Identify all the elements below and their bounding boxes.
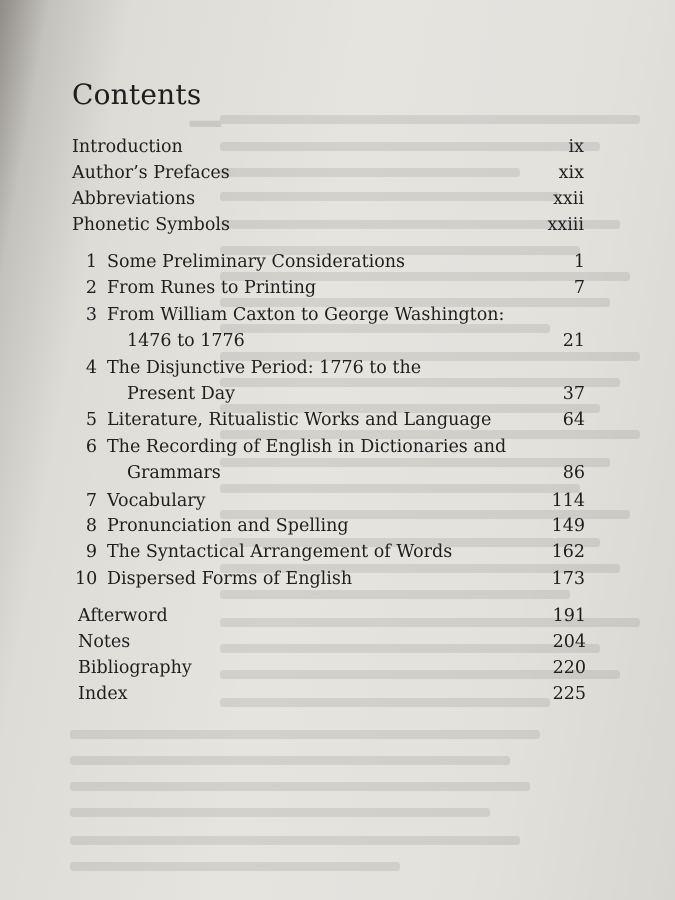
chapter-title: Literature, Ritualistic Works and Language <box>107 410 492 430</box>
chapter-title: Vocabulary <box>107 491 206 511</box>
chapter-page: 21 <box>562 331 585 351</box>
chapter-page: 7 <box>573 278 585 298</box>
chapter-page: 114 <box>551 491 585 511</box>
toc-entry <box>72 134 584 160</box>
toc-entry <box>78 655 586 681</box>
toc-entry-page: 204 <box>552 632 586 652</box>
page-title: Contents <box>72 78 202 111</box>
toc-chapter <box>75 539 585 565</box>
toc-entry-label: Index <box>78 684 128 704</box>
chapter-number: 6 <box>85 437 97 457</box>
chapter-number: 7 <box>85 491 97 511</box>
toc-chapter <box>75 434 585 486</box>
toc-entry <box>72 186 584 212</box>
chapter-number: 9 <box>85 542 97 562</box>
chapter-page: 162 <box>551 542 585 562</box>
toc-entry-label: Author’s Prefaces <box>72 163 230 183</box>
toc-entry-label: Notes <box>78 632 131 652</box>
toc-chapter <box>75 302 585 354</box>
chapter-number: 10 <box>75 569 98 589</box>
chapter-number: 3 <box>85 305 97 325</box>
chapter-page: 86 <box>562 463 585 483</box>
chapter-number: 1 <box>85 252 97 272</box>
chapter-page: 1 <box>573 252 585 272</box>
toc-chapter <box>75 355 585 407</box>
toc-entry-label: Afterword <box>78 606 168 626</box>
chapter-number: 5 <box>85 410 97 430</box>
chapter-title: The Disjunctive Period: 1776 to the <box>107 358 422 378</box>
chapter-title: Dispersed Forms of English <box>107 569 353 589</box>
toc-chapter <box>75 488 585 514</box>
chapter-title-continued: Grammars <box>127 463 221 483</box>
toc-chapter <box>75 407 585 433</box>
toc-entry-label: Phonetic Symbols <box>72 215 230 235</box>
toc-entry-page: ix <box>568 137 584 157</box>
toc-entry <box>78 629 586 655</box>
show-through-text: ▁ <box>70 80 670 900</box>
chapter-number: 8 <box>85 516 97 536</box>
chapter-title-continued: Present Day <box>127 384 236 404</box>
toc-entry-page: 191 <box>552 606 586 626</box>
chapter-page: 64 <box>562 410 585 430</box>
toc-entry-page: 220 <box>552 658 586 678</box>
toc-entry <box>72 212 584 238</box>
chapter-title: Pronunciation and Spelling <box>107 516 349 536</box>
chapter-title: Some Preliminary Considerations <box>107 252 405 272</box>
toc-entry <box>78 603 586 629</box>
chapter-title: From Runes to Printing <box>107 278 317 298</box>
toc-entry <box>78 681 586 707</box>
toc-chapter <box>75 566 585 592</box>
toc-entry-page: xxiii <box>547 215 584 235</box>
toc-entry-page: xxii <box>553 189 584 209</box>
chapter-title: The Syntactical Arrangement of Words <box>107 542 453 562</box>
toc-chapter <box>75 513 585 539</box>
toc-chapter <box>75 249 585 275</box>
chapter-title-continued: 1476 to 1776 <box>127 331 245 351</box>
toc-entry-label: Bibliography <box>78 658 192 678</box>
toc-entry-label: Abbreviations <box>72 189 196 209</box>
chapter-page: 37 <box>562 384 585 404</box>
chapter-title: The Recording of English in Dictionaries and <box>107 437 507 457</box>
chapter-number: 4 <box>85 358 97 378</box>
toc-entry-label: Introduction <box>72 137 183 157</box>
chapter-title: From William Caxton to George Washington: <box>107 305 505 325</box>
toc-entry-page: xix <box>558 163 584 183</box>
toc-entry <box>72 160 584 186</box>
chapter-page: 173 <box>551 569 585 589</box>
toc-chapter <box>75 275 585 301</box>
toc-entry-page: 225 <box>552 684 586 704</box>
chapter-number: 2 <box>85 278 97 298</box>
chapter-page: 149 <box>551 516 585 536</box>
